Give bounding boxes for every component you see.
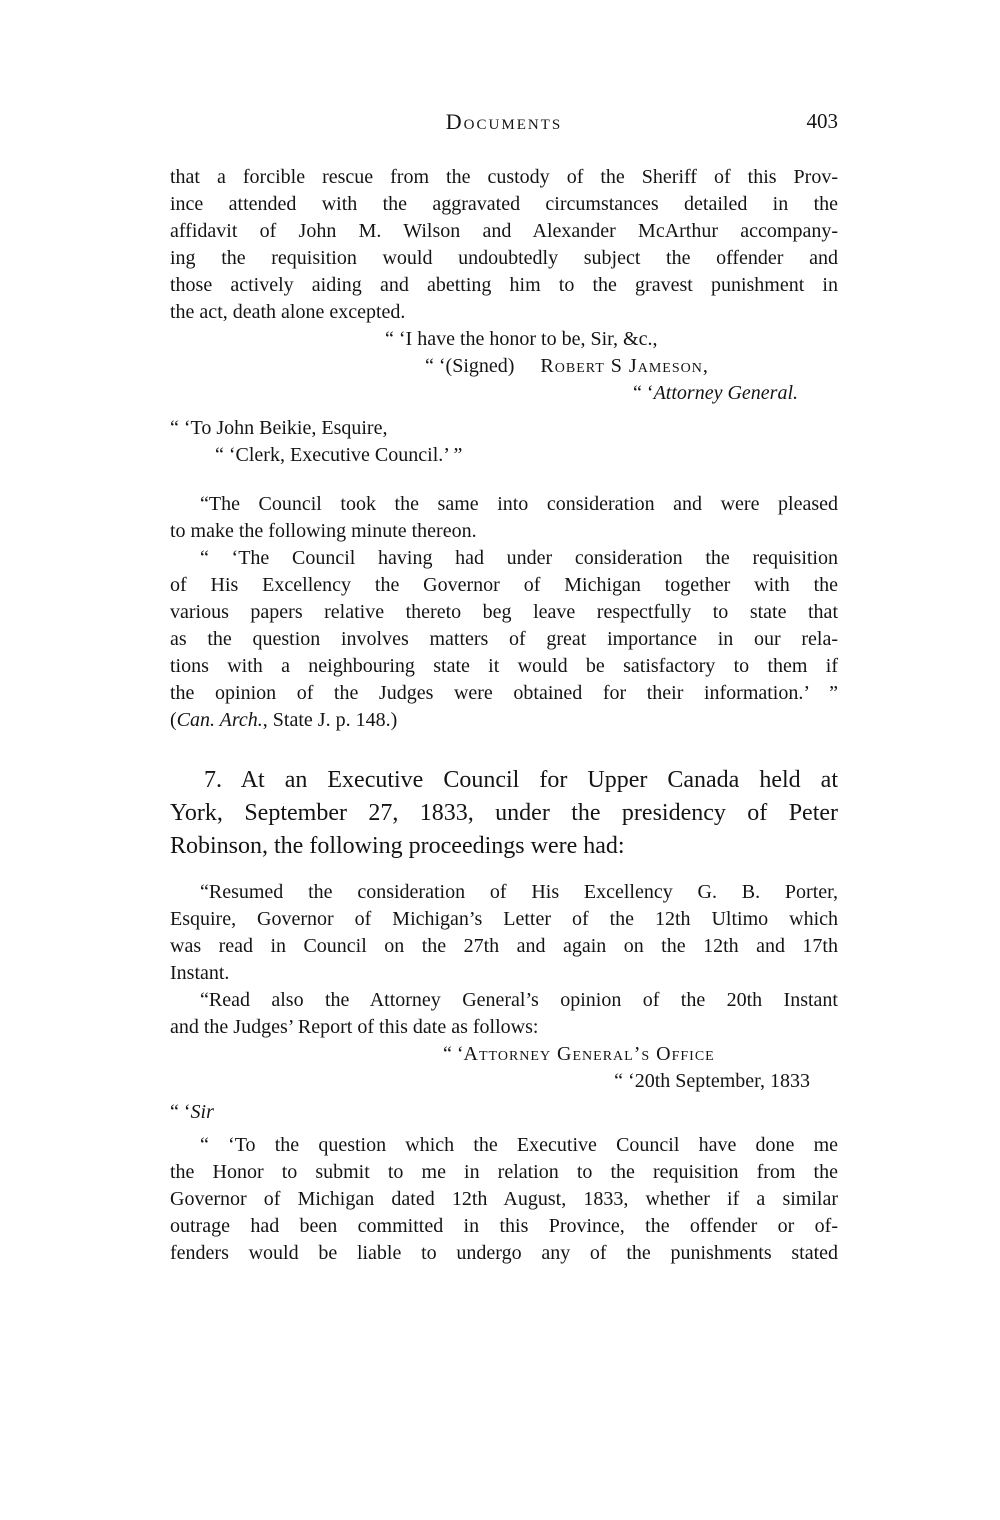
citation-source: Can. Arch.: [176, 709, 263, 731]
addressee-title-line: “ ‘Clerk, Executive Council.’ ”: [215, 444, 463, 466]
body-line: Instant.: [170, 962, 230, 984]
body-line: fenders would be liable to undergo any of the punishments stated: [170, 1242, 838, 1264]
body-line: York, September 27, 1833, under the presidency of Peter: [170, 800, 838, 826]
addressee-line: “ ‘To John Beikie, Esquire,: [170, 417, 388, 439]
body-line: the act, death alone excepted.: [170, 301, 406, 323]
body-line: and the Judges’ Report of this date as follows:: [170, 1016, 539, 1038]
text-column: [170, 108, 838, 1267]
body-line: as the question involves matters of great importance in our rela-: [170, 628, 838, 650]
quote-marks: “ ‘: [633, 382, 654, 404]
section-7-heading-paragraph: [170, 764, 838, 863]
letter-date-line: “ ‘20th September, 1833: [614, 1070, 810, 1092]
salutation-line: [170, 1099, 838, 1126]
closing-salutation-line: “ ‘I have the honor to be, Sir, &c.,: [385, 328, 658, 350]
body-line: the Honor to submit to me in relation to the requisition from the: [170, 1161, 838, 1183]
signatory-name: Robert S Jameson,: [540, 355, 709, 377]
paragraph: [170, 545, 838, 707]
signature-block: [170, 326, 838, 469]
signed-prefix: “ ‘(Signed): [425, 355, 515, 377]
citation-open: (: [170, 709, 177, 731]
paragraph: [170, 491, 838, 545]
citation-rest: , State J. p. 148.): [262, 709, 398, 731]
body-line: “The Council took the same into consideration and were pleased: [200, 493, 838, 515]
body-line: “ ‘To the question which the Executive Council have done me: [200, 1134, 838, 1156]
body-line: the opinion of the Judges were obtained for their information.’ ”: [170, 682, 838, 704]
body-line: 7. At an Executive Council for Upper Canada held at: [204, 767, 838, 793]
body-line: “Resumed the consideration of His Excellency G. B. Porter,: [200, 881, 838, 903]
body-line: ing the requisition would undoubtedly subject the offender and: [170, 247, 838, 269]
quote-marks: “ ‘: [170, 1101, 191, 1123]
body-line: affidavit of John M. Wilson and Alexander McArthur accompany-: [170, 220, 838, 242]
body-line: of His Excellency the Governor of Michigan together with the: [170, 574, 838, 596]
body-line: outrage had been committed in this Province, the offender or of-: [170, 1215, 838, 1237]
signatory-title: Attorney General.: [653, 382, 798, 404]
office-name: Attorney General’s Office: [463, 1043, 715, 1065]
body-line: “Read also the Attorney General’s opinion of the 20th Instant: [200, 989, 838, 1011]
letterhead-block: [170, 1041, 838, 1126]
body-line: ince attended with the aggravated circumstances detailed in the: [170, 193, 838, 215]
body-line: various papers relative thereto beg leave respectfully to state that: [170, 601, 838, 623]
body-line: Esquire, Governor of Michigan’s Letter of the 12th Ultimo which: [170, 908, 838, 930]
body-line: to make the following minute thereon.: [170, 520, 477, 542]
office-name-line: [443, 1041, 838, 1068]
body-line: was read in Council on the 27th and again on the 12th and 17th: [170, 935, 838, 957]
body-line: “ ‘The Council having had under consideration the requisition: [200, 547, 838, 569]
body-line: Governor of Michigan dated 12th August, 1833, whether if a similar: [170, 1188, 838, 1210]
paragraph: [170, 1132, 838, 1267]
paragraph: [170, 987, 838, 1041]
paragraph: [170, 879, 838, 987]
running-header: [170, 108, 838, 136]
signed-line: [425, 353, 838, 380]
salutation-word: Sir: [190, 1101, 214, 1123]
signatory-title-line: [170, 380, 838, 407]
paragraph-continuation: [170, 164, 838, 326]
archive-citation: [170, 707, 838, 734]
body-line: tions with a neighbouring state it would be satisfactory to them if: [170, 655, 838, 677]
page-number: 403: [806, 109, 838, 133]
body-line: those actively aiding and abetting him to the gravest punishment in: [170, 274, 838, 296]
page-header-title: Documents: [445, 109, 563, 134]
body-line: that a forcible rescue from the custody of the Sheriff of this Prov-: [170, 166, 838, 188]
body-line: Robinson, the following proceedings were had:: [170, 833, 625, 859]
quote-marks: “ ‘: [443, 1043, 464, 1065]
